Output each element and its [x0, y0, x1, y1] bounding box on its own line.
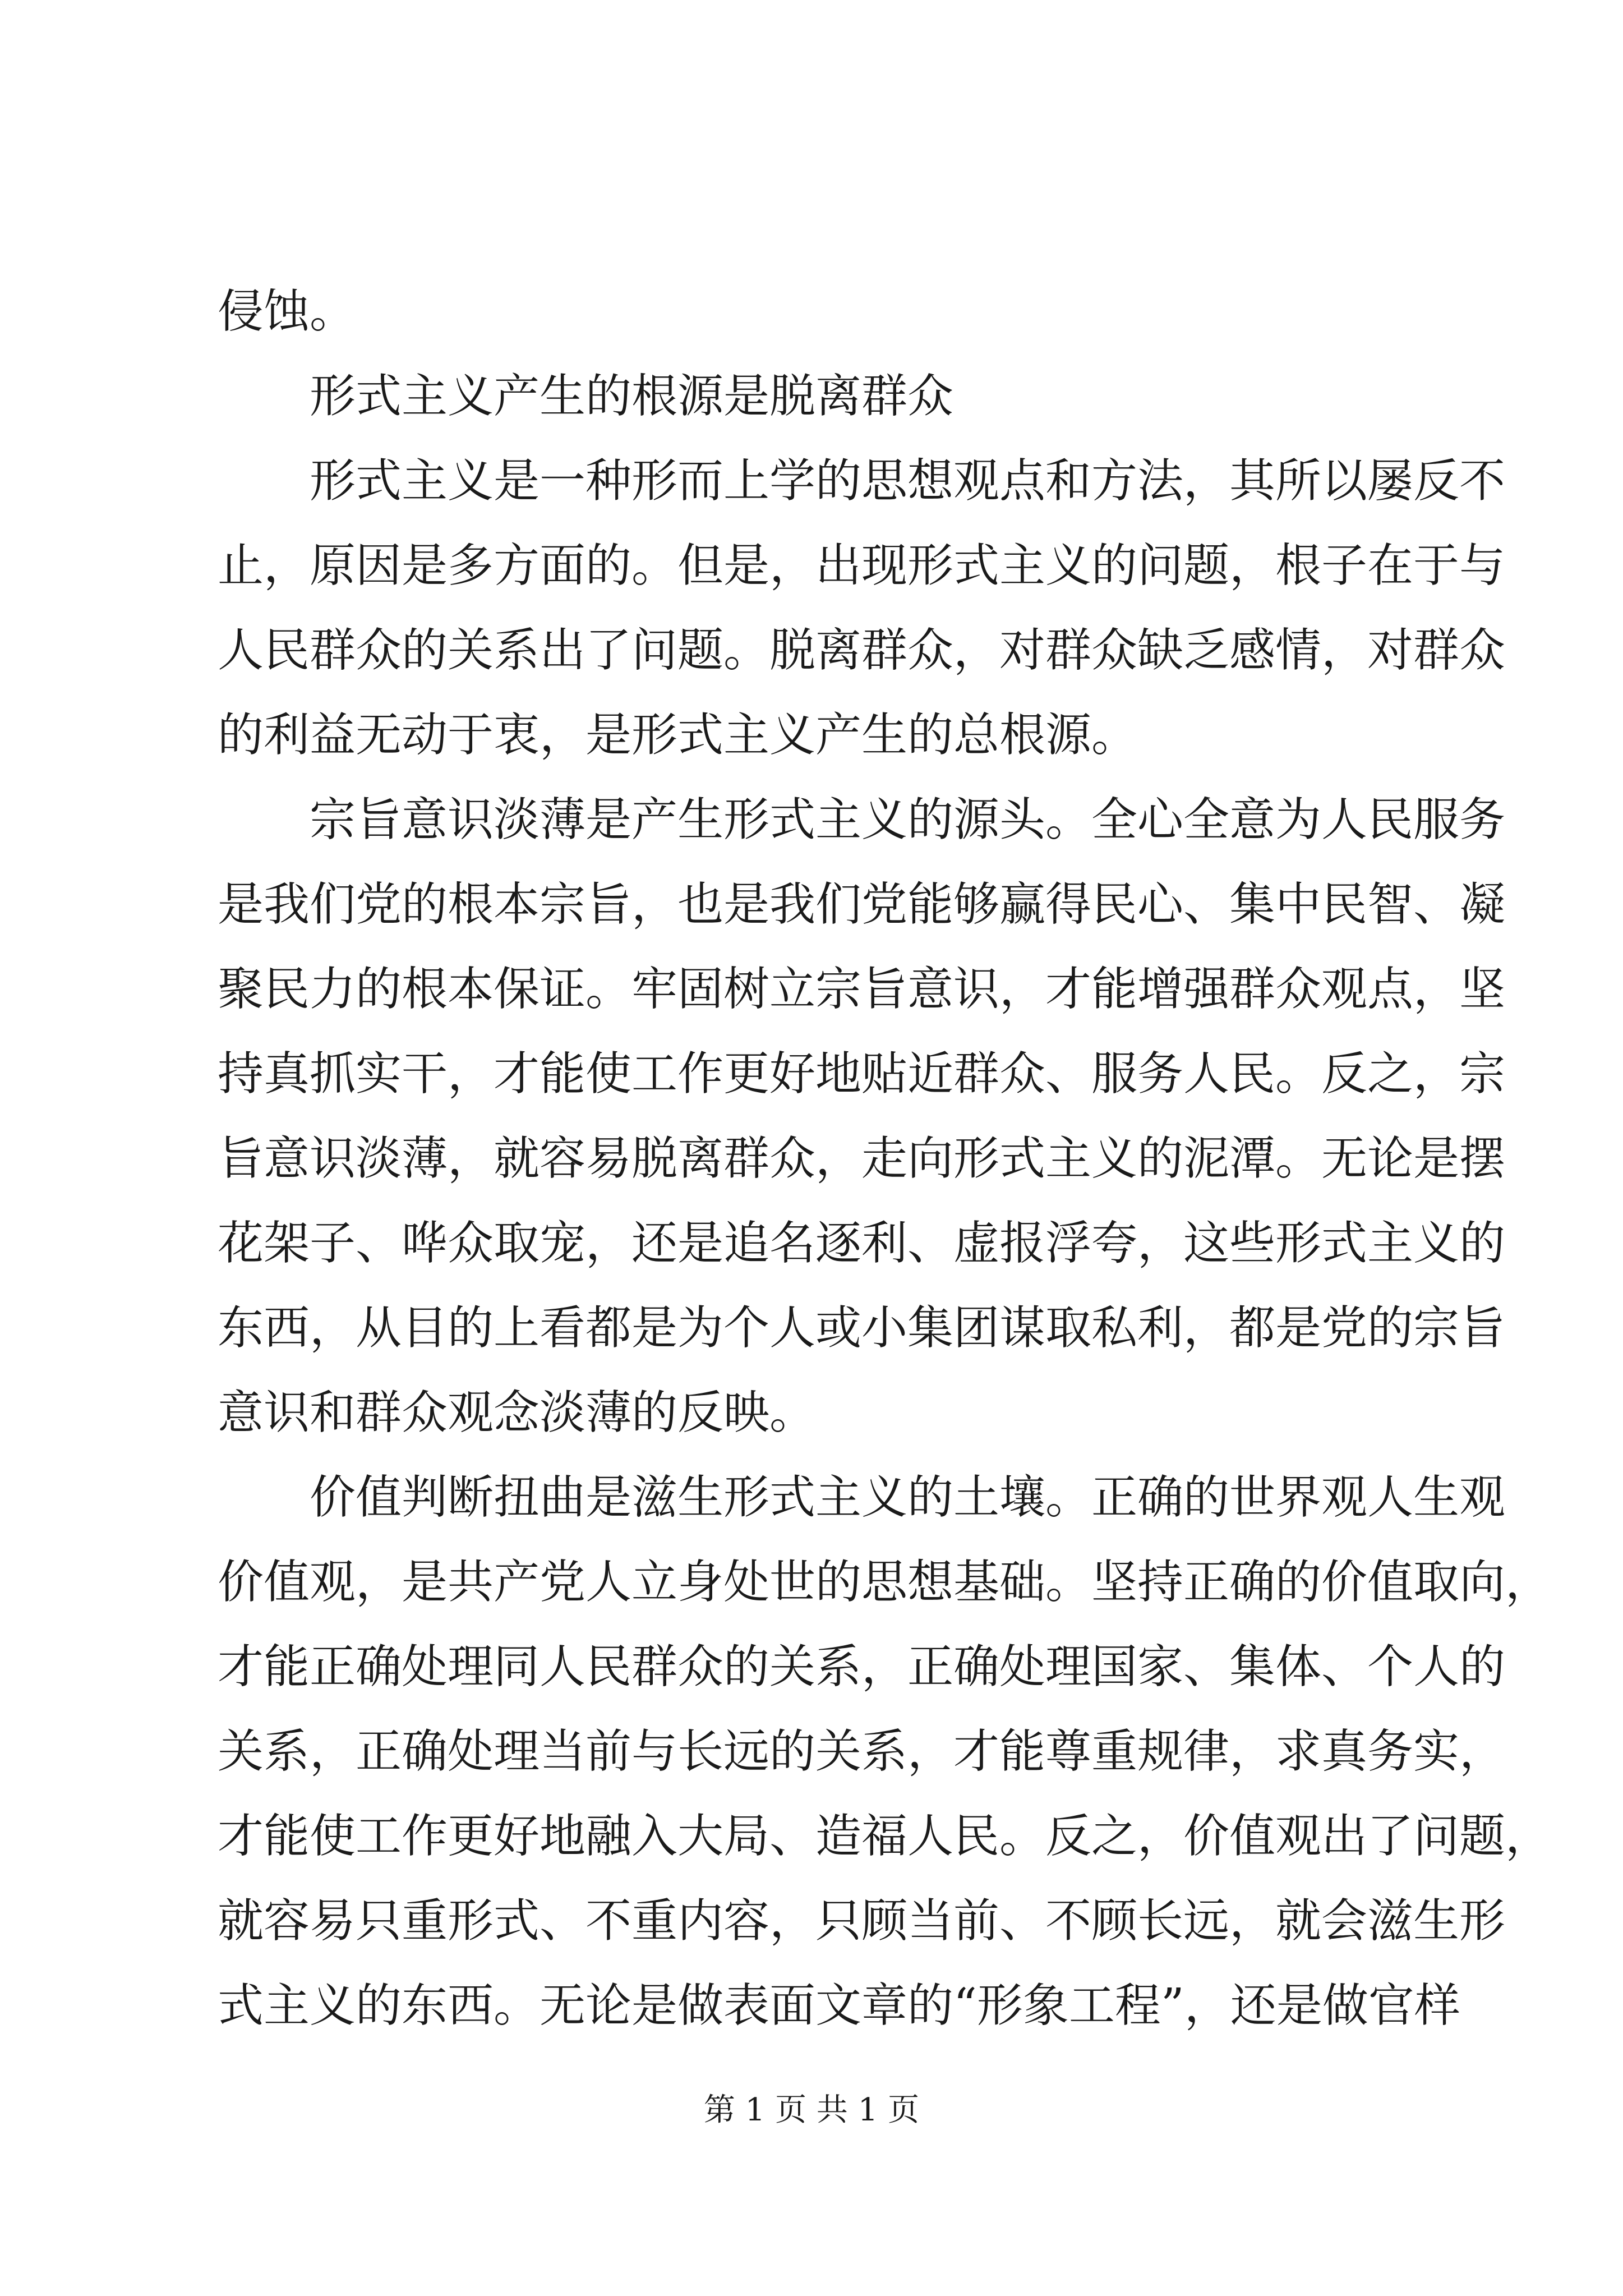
paragraph [218, 269, 1418, 354]
text-line: 才能正确处理同人民群众的关系，正确处理国家、集体、个人的 [218, 1640, 1506, 1694]
text-line: 宗旨意识淡薄是产生形式主义的源头。全心全意为人民服务 [310, 793, 1506, 846]
text-line: 式主义的东西。无论是做表面文章的“形象工程”，还是做官样 [218, 1979, 1460, 2032]
paragraph [218, 777, 1506, 1455]
text-line: 才能使工作更好地融入大局、造福人民。反之，价值观出了问题， [218, 1810, 1552, 1863]
paragraph [218, 354, 1418, 439]
text-line: 持真抓实干，才能使工作更好地贴近群众、服务人民。反之，宗 [218, 1047, 1506, 1101]
text-line: 侵蚀。 [218, 285, 356, 338]
text-line: 形式主义产生的根源是脱离群众 [310, 370, 954, 423]
paragraph [218, 1455, 1552, 2048]
text-line: 人民群众的关系出了问题。脱离群众，对群众缺乏感情，对群众 [218, 624, 1506, 677]
text-line: 聚民力的根本保证。牢固树立宗旨意识，才能增强群众观点，坚 [218, 963, 1506, 1016]
text-line: 花架子、哗众取宠，还是追名逐利、虚报浮夸，这些形式主义的 [218, 1217, 1506, 1270]
document-body [218, 269, 1552, 2048]
page-footer: 第 1 页 共 1 页 [703, 2092, 920, 2128]
text-line: 就容易只重形式、不重内容，只顾当前、不顾长远，就会滋生形 [218, 1894, 1506, 1948]
text-line: 价值观，是共产党人立身处世的思想基础。坚持正确的价值取向， [218, 1556, 1552, 1609]
text-line: 形式主义是一种形而上学的思想观点和方法，其所以屡反不 [310, 454, 1506, 508]
text-line: 止，原因是多方面的。但是，出现形式主义的问题，根子在于与 [218, 539, 1506, 592]
text-line: 东西，从目的上看都是为个人或小集团谋取私利，都是党的宗旨 [218, 1301, 1506, 1355]
text-line: 旨意识淡薄，就容易脱离群众，走向形式主义的泥潭。无论是摆 [218, 1132, 1506, 1185]
text-line: 关系，正确处理当前与长远的关系，才能尊重规律，求真务实， [218, 1725, 1506, 1778]
text-line: 是我们党的根本宗旨，也是我们党能够赢得民心、集中民智、凝 [218, 878, 1506, 931]
text-line: 意识和群众观念淡薄的反映。 [218, 1386, 816, 1439]
paragraph [218, 439, 1506, 777]
text-line: 价值判断扭曲是滋生形式主义的土壤。正确的世界观人生观 [310, 1471, 1506, 1524]
text-line: 的利益无动于衷，是形式主义产生的总根源。 [218, 708, 1138, 762]
